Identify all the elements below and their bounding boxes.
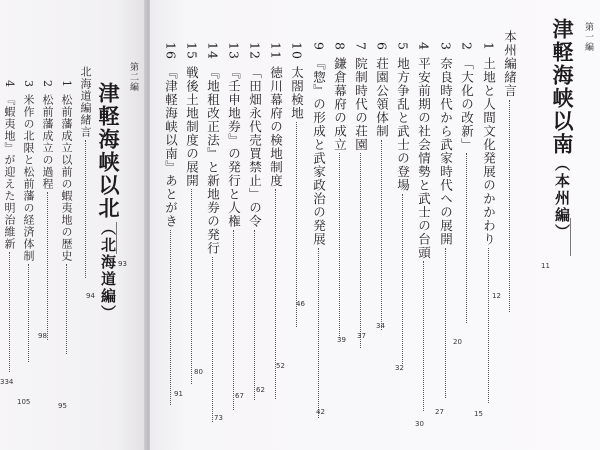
part2-subtitle: （北海道編） bbox=[99, 220, 117, 322]
toc-entry bbox=[333, 42, 346, 340]
part2-page: 93 bbox=[118, 260, 127, 268]
entry-title: 『壬申地券』の発行と人権 bbox=[226, 65, 242, 228]
entry-title: 『蝦夷地』が迎えた明治維新 bbox=[3, 94, 16, 250]
entry-title: 太閤検地 bbox=[289, 65, 305, 120]
part2-label: 第二編 bbox=[128, 62, 138, 92]
entry-page: 73 bbox=[214, 414, 223, 422]
toc-entry bbox=[227, 42, 240, 412]
entry-page: 46 bbox=[296, 300, 305, 308]
entry-number: 5 bbox=[395, 42, 411, 51]
toc-entry bbox=[396, 42, 409, 366]
part1-subtitle: （本州編） bbox=[553, 156, 571, 241]
part2-title-rule bbox=[108, 222, 124, 254]
entry-page: 27 bbox=[435, 408, 444, 416]
entry-title: 院制時代の荘園 bbox=[353, 56, 369, 152]
entry-number: 3 bbox=[22, 80, 35, 88]
entry-page: 37 bbox=[357, 332, 366, 340]
entry-number: 4 bbox=[416, 42, 432, 51]
entry-page: 34 bbox=[376, 322, 385, 330]
entry-number: 10 bbox=[289, 42, 305, 60]
entry-number: 1 bbox=[481, 42, 497, 51]
entry-number: 11 bbox=[268, 42, 284, 60]
entry-title: 『惣』の形成と武家政治の発展 bbox=[311, 56, 327, 246]
entry-number: 9 bbox=[311, 42, 327, 51]
entry-page: 39 bbox=[337, 336, 346, 344]
entry-number: 7 bbox=[353, 42, 369, 51]
entry-page: 91 bbox=[174, 390, 183, 398]
entry-number: 8 bbox=[332, 42, 348, 51]
entry-number: 2 bbox=[459, 42, 475, 51]
toc-entry bbox=[248, 42, 261, 402]
entry-number: 4 bbox=[3, 80, 16, 88]
entry-page: 95 bbox=[58, 402, 67, 410]
toc-entry bbox=[375, 42, 388, 332]
entry-title: 『津軽海峡以南』あとがき bbox=[163, 65, 179, 228]
entry-title: 「田畑永代売買禁止」の令 bbox=[247, 65, 263, 228]
entry-number: 16 bbox=[163, 42, 179, 60]
entry-page: 80 bbox=[194, 368, 203, 376]
part2-intro-page: 94 bbox=[86, 292, 95, 300]
toc-entry bbox=[61, 80, 72, 356]
toc-entry bbox=[354, 42, 367, 350]
toc-entry bbox=[42, 80, 53, 342]
entry-number: 14 bbox=[205, 42, 221, 60]
entry-title: 鎌倉幕府の成立 bbox=[332, 56, 348, 152]
entry-title: 松前藩成立の過程 bbox=[41, 94, 54, 190]
part1-title bbox=[552, 18, 573, 241]
toc-entry bbox=[482, 42, 495, 405]
toc-entry bbox=[269, 42, 282, 401]
entry-number: 12 bbox=[247, 42, 263, 60]
toc-entry bbox=[4, 80, 15, 374]
part2-title-text: 津軽海峡以北 bbox=[96, 82, 121, 220]
entry-title: 地方争乱と武士の登場 bbox=[395, 56, 411, 192]
toc-entry bbox=[417, 42, 430, 413]
part2-title bbox=[98, 82, 119, 322]
toc-entry bbox=[23, 80, 34, 364]
part1-title-text: 津軽海峡以南 bbox=[550, 18, 575, 156]
part2-intro-text: 北海道編緒言 bbox=[79, 66, 92, 138]
toc-entry bbox=[164, 42, 177, 407]
entry-page: 67 bbox=[235, 392, 244, 400]
toc-entry bbox=[460, 42, 473, 325]
part1-title-rule bbox=[562, 218, 578, 256]
entry-page: 32 bbox=[395, 364, 404, 372]
part1-intro bbox=[503, 30, 516, 314]
entry-title: 荘園公領体制 bbox=[374, 56, 390, 138]
entry-page: 30 bbox=[415, 420, 424, 428]
entry-page: 98 bbox=[38, 332, 47, 340]
toc-entry bbox=[439, 42, 452, 400]
toc-entry bbox=[206, 42, 219, 424]
toc-entry bbox=[185, 42, 198, 386]
toc-entry bbox=[312, 42, 325, 420]
part1-label: 第一編 bbox=[583, 22, 593, 52]
entry-title: 徳川幕府の検地制度 bbox=[268, 65, 284, 188]
entry-number: 1 bbox=[60, 80, 73, 88]
entry-title: 米作の北限と松前藩の経済体制 bbox=[22, 94, 35, 262]
entry-number: 3 bbox=[438, 42, 454, 51]
entry-title: 松前藩成立以前の蝦夷地の歴史 bbox=[60, 94, 73, 262]
entry-page: 62 bbox=[256, 386, 265, 394]
part2-intro bbox=[80, 66, 91, 280]
entry-page: 52 bbox=[276, 362, 285, 370]
entry-title: 奈良時代から武家時代への展開 bbox=[438, 56, 454, 246]
entry-number: 13 bbox=[226, 42, 242, 60]
entry-title: 土地と人間文化発展のかかわり bbox=[481, 56, 497, 246]
part1-intro-text: 本州編緒言 bbox=[502, 30, 518, 98]
entry-page: 334 bbox=[0, 378, 14, 386]
toc-entry bbox=[290, 42, 303, 329]
entry-page: 42 bbox=[316, 408, 325, 416]
entry-number: 15 bbox=[184, 42, 200, 60]
entry-page: 15 bbox=[474, 410, 483, 418]
entry-page: 105 bbox=[17, 398, 31, 406]
entry-title: 「大化の改新」 bbox=[459, 56, 475, 152]
entry-title: 平安前期の社会情勢と武士の台頭 bbox=[416, 56, 432, 260]
entry-title: 『地租改正法』と新地券の発行 bbox=[205, 65, 221, 255]
part1-intro-page: 12 bbox=[492, 292, 501, 300]
part1-page: 11 bbox=[541, 262, 550, 270]
entry-number: 2 bbox=[41, 80, 54, 88]
entry-title: 戦後土地制度の展開 bbox=[184, 65, 200, 188]
entry-number: 6 bbox=[374, 42, 390, 51]
entry-page: 20 bbox=[453, 338, 462, 346]
